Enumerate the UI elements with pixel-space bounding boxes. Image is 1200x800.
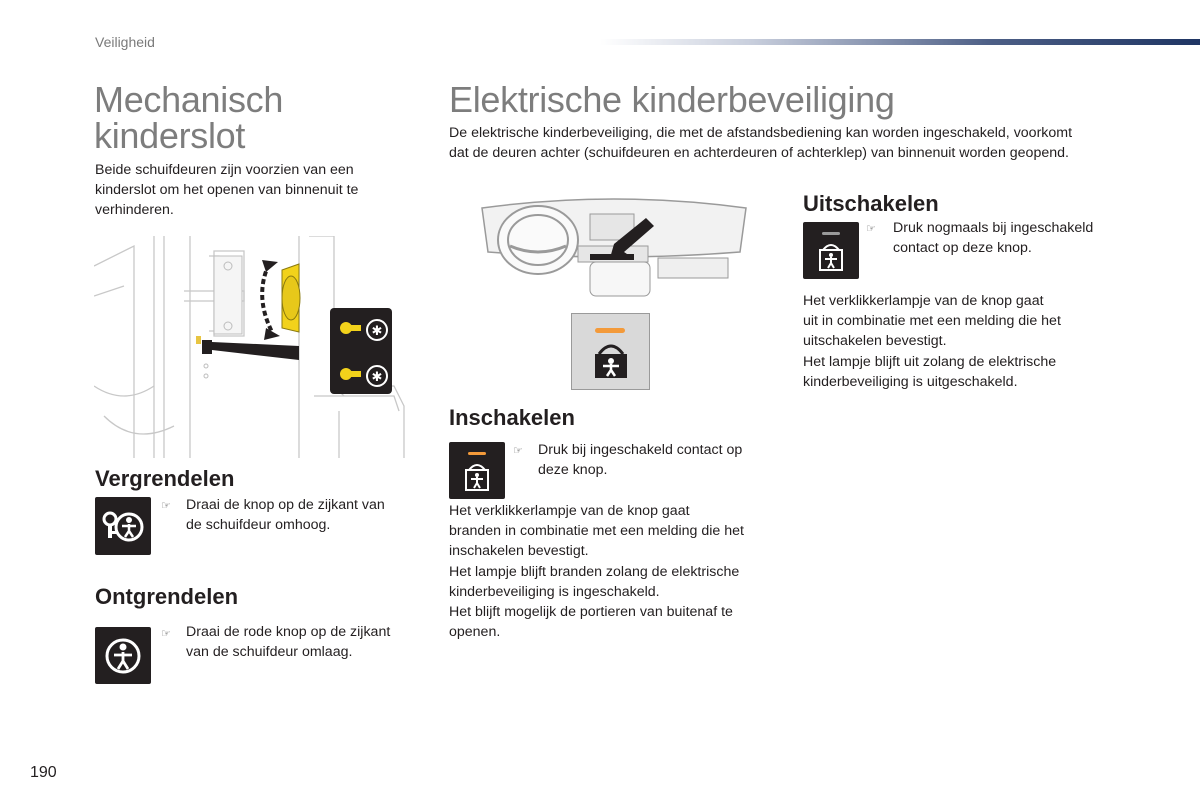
enable-line: inschakelen bevestigt. xyxy=(449,543,589,560)
disable-line: uit in combinatie met een melding die het xyxy=(803,313,1061,330)
disable-line: Het lampje blijft uit zolang de elektrische xyxy=(803,353,1057,370)
title-line-1: Mechanisch xyxy=(94,79,284,120)
child-safety-button-icon xyxy=(590,340,632,380)
dashboard-illustration xyxy=(478,196,750,300)
disable-step-line: Druk nogmaals bij ingeschakeld xyxy=(893,220,1094,236)
enable-line: openen. xyxy=(449,624,501,641)
lock-instruction xyxy=(186,495,416,535)
child-lock-icon xyxy=(95,497,151,555)
enable-description xyxy=(449,501,779,642)
indicator-lamp-on xyxy=(468,452,486,455)
unlock-line: van de schuifdeur omlaag. xyxy=(186,644,353,661)
door-illustration xyxy=(94,236,406,458)
lock-line: de schuifdeur omhoog. xyxy=(186,517,331,534)
lock-heading: Vergrendelen xyxy=(95,466,235,491)
child-safety-on-icon xyxy=(449,442,505,499)
indicator-lamp-off xyxy=(822,232,840,235)
indicator-lamp-on xyxy=(595,328,625,333)
child-safety-button-illustration xyxy=(571,313,650,390)
unlock-instruction xyxy=(186,622,416,662)
child-unlock-icon xyxy=(95,627,151,684)
svg-text:✱: ✱ xyxy=(371,323,383,338)
bullet-icon: ☞ xyxy=(513,445,523,457)
section-label: Veiligheid xyxy=(95,34,155,50)
title-line-2: kinderslot xyxy=(94,115,246,156)
unlock-heading: Ontgrendelen xyxy=(95,584,239,609)
bullet-icon: ☞ xyxy=(161,628,171,640)
enable-instruction xyxy=(538,440,778,480)
intro-line: kinderslot om het openen van binnenuit te xyxy=(95,182,359,199)
header-bar xyxy=(600,39,1200,45)
child-safety-off-icon xyxy=(803,222,859,279)
mechanical-intro xyxy=(95,160,415,221)
disable-line: uitschakelen bevestigt. xyxy=(803,333,947,350)
disable-description xyxy=(803,291,1143,392)
disable-line: Het verklikkerlampje van de knop gaat xyxy=(803,293,1044,309)
title-mechanical-lock xyxy=(94,79,284,156)
electric-intro xyxy=(449,123,1169,163)
disable-heading: Uitschakelen xyxy=(803,191,939,216)
disable-instruction xyxy=(893,218,1153,258)
intro-line: verhinderen. xyxy=(95,202,174,219)
bullet-icon: ☞ xyxy=(866,223,876,235)
enable-line: kinderbeveiliging is ingeschakeld. xyxy=(449,583,660,600)
intro-line: dat de deuren achter (schuifdeuren en achterdeuren of achterklep) van binnenuit worden geopend. xyxy=(449,145,1069,162)
disable-step-line: contact op deze knop. xyxy=(893,240,1032,257)
lock-line: Draai de knop op de zijkant van xyxy=(186,497,385,513)
intro-line: De elektrische kinderbeveiliging, die met de afstandsbediening kan worden ingeschakeld, voorkomt xyxy=(449,125,1073,141)
title-electric-lock: Elektrische kinderbeveiliging xyxy=(449,79,895,120)
enable-line: Het blijft mogelijk de portieren van buitenaf te xyxy=(449,604,733,621)
svg-text:✱: ✱ xyxy=(371,369,383,384)
enable-heading: Inschakelen xyxy=(449,405,575,430)
enable-step-line: Druk bij ingeschakeld contact op xyxy=(538,442,743,458)
bullet-icon: ☞ xyxy=(161,500,171,512)
enable-step-line: deze knop. xyxy=(538,462,608,479)
enable-line: Het lampje blijft branden zolang de elektrische xyxy=(449,563,740,580)
intro-line: Beide schuifdeuren zijn voorzien van een xyxy=(95,162,354,178)
unlock-line: Draai de rode knop op de zijkant xyxy=(186,624,391,640)
disable-line: kinderbeveiliging is uitgeschakeld. xyxy=(803,373,1018,390)
enable-line: Het verklikkerlampje van de knop gaat xyxy=(449,503,690,519)
page-number: 190 xyxy=(30,764,57,781)
enable-line: branden in combinatie met een melding die het xyxy=(449,523,744,540)
